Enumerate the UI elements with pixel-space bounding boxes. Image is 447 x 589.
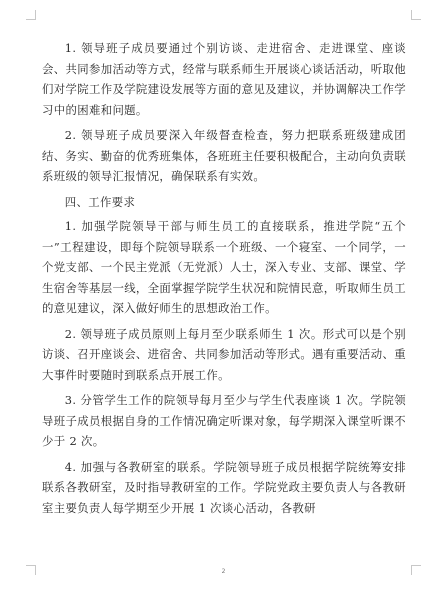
crop-mark-top-left bbox=[26, 10, 36, 20]
crop-mark-top-right bbox=[411, 10, 421, 20]
requirement-4: 4. 加强与各教研室的联系。学院领导班子成员根据学院统筹安排联系各教研室，及时指导教研室的工作。学院党政主要负责人与各教研室主要负责人每学期至少开展 1 次谈心活动，各教研 bbox=[42, 459, 406, 515]
requirement-1: 1. 加强学院领导干部与师生员工的直接联系，推进学院“五个一”工程建设，即每个院领导联系一个班级、一个寝室、一个同学，一个党支部、一个民主党派（无党派）人士，深入专业、支部、课堂、学生宿舍等基层一线，全面掌握学院学生状况和院情民意，听取师生员工的意见建议，深入做好师生的思想政治工作。 bbox=[42, 219, 406, 315]
section-heading: 四、工作要求 bbox=[64, 194, 136, 209]
paragraph-1: 1. 领导班子成员要通过个别访谈、走进宿舍、走进课堂、座谈会、共同参加活动等方式，经常与联系师生开展谈心谈话活动，听取他们对学院工作及学院建设发展等方面的意见及建议，并协调解决工作学习中的困难和问题。 bbox=[42, 41, 406, 117]
paragraph-2: 2. 领导班子成员要深入年级督查检查，努力把联系班级建成团结、务实、勤奋的优秀班集体，各班班主任要积极配合，主动向负责联系班级的领导汇报情况，确保联系有实效。 bbox=[42, 128, 406, 183]
requirement-3: 3. 分管学生工作的院领导每月至少与学生代表座谈 1 次。学院领导班子成员根据自身的工作情况确定听课对象，每学期深入课堂听课不少于 2 次。 bbox=[42, 393, 406, 448]
requirement-2: 2. 领导班子成员原则上每月至少联系师生 1 次。形式可以是个别访谈、召开座谈会、进宿舍、共同参加活动等形式。遇有重要活动、重大事件时要随时到联系点开展工作。 bbox=[42, 326, 406, 382]
page-number: 2 bbox=[221, 568, 226, 575]
document-body bbox=[42, 38, 406, 523]
